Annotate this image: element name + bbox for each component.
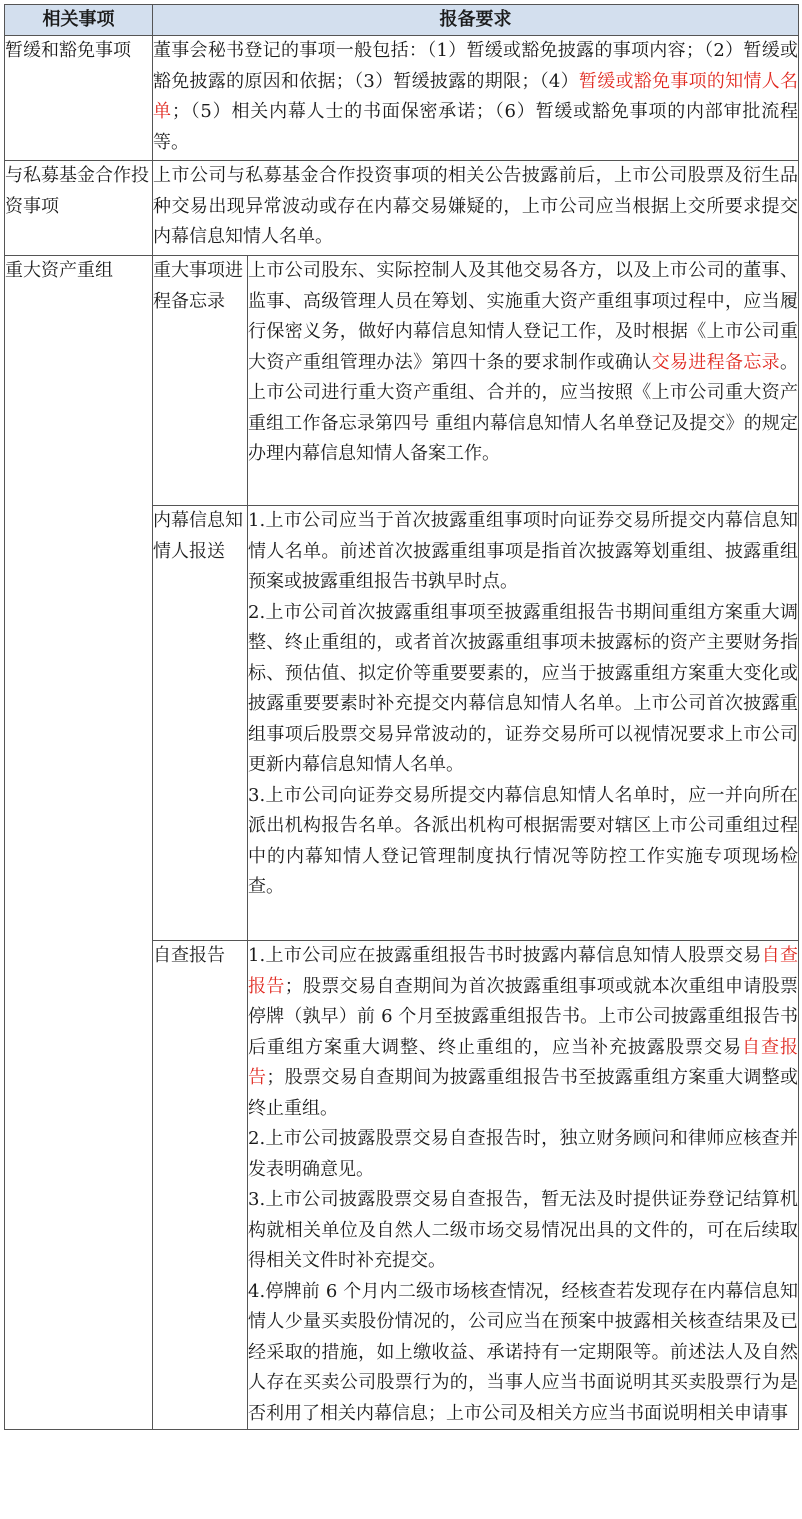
insider-para-3: 3.上市公司向证券交易所提交内幕信息知情人名单时，应一并向所在派出机构报告名单。各派出机构可根据需要对辖区上市公司重组过程中的内幕知情人登记管理制度执行情况等防控工作实施专项现场检查。 xyxy=(248,784,798,897)
private-fund-content: 上市公司与私募基金合作投资事项的相关公告披露前后，上市公司股票及衍生品种交易出现异常波动或存在内幕交易嫌疑的，上市公司应当根据上交所要求提交内幕信息知情人名单。 xyxy=(153,161,799,256)
selfcheck-p1-a: 1.上市公司应在披露重组报告书时披露内幕信息知情人股票交易 xyxy=(248,945,762,966)
insider-label: 内幕信息知情人报送 xyxy=(153,506,248,941)
selfcheck-p1-b: ；股票交易自查期间为首次披露重组事项或就本次重组申请股票停牌（孰早）前 6 个月至披露重组报告书。上市公司披露重组报告书后重组方案重大调整、终止重组的，应当补充披露股票交易 xyxy=(248,975,799,1058)
row-suspend-exempt xyxy=(5,36,799,161)
row-memo xyxy=(5,256,799,506)
private-fund-label: 与私募基金合作投资事项 xyxy=(5,161,153,256)
suspend-text-2: ；（5）相关内幕人士的书面保密承诺；（6）暂缓或豁免事项的内部审批流程等。 xyxy=(153,101,799,153)
suspend-text-1: 董事会秘书登记的事项一般包括：（1）暂缓或豁免披露的事项内容；（2）暂缓或豁免披露的原因和依据；（3）暂缓披露的期限；（4） xyxy=(153,40,798,92)
page-bottom-edge xyxy=(0,1512,802,1519)
insider-para-1: 1.上市公司应当于首次披露重组事项时向证券交易所提交内幕信息知情人名单。前述首次披露重组事项是指首次披露筹划重组、披露重组预案或披露重组报告书孰早时点。 xyxy=(248,510,798,592)
selfcheck-content xyxy=(248,941,799,1430)
selfcheck-label: 自查报告 xyxy=(153,941,248,1430)
selfcheck-para-1 xyxy=(248,941,798,1124)
insider-para-2: 2.上市公司首次披露重组事项至披露重组报告书期间重组方案重大调整、终止重组的，或者首次披露重组事项未披露标的资产主要财务指标、预估值、拟定价等重要要素的，应当于披露重组方案重大变化或披露重要要素时补充提交内幕信息知情人名单。上市公司首次披露重组事项后股票交易异常波动的，证券交易所可以视情况要求上市公司更新内幕信息知情人名单。 xyxy=(248,601,798,775)
selfcheck-red-2: 自查报告 xyxy=(248,1036,798,1088)
header-row xyxy=(5,5,799,36)
memo-red-text: 交易进程备忘录 xyxy=(651,351,781,373)
memo-content xyxy=(248,256,799,506)
suspend-exempt-content xyxy=(153,36,799,161)
selfcheck-para-2: 2.上市公司披露股票交易自查报告时，独立财务顾问和律师应核查并发表明确意见。 xyxy=(248,1128,798,1180)
header-requirement: 报备要求 xyxy=(153,5,799,36)
suspend-exempt-label: 暂缓和豁免事项 xyxy=(5,36,153,161)
memo-text-2: 。上市公司进行重大资产重组、合并的，应当按照《上市公司重大资产重组工作备忘录第四号 重组内幕信息知情人名单登记及提交》的规定办理内幕信息知情人备案工作。 xyxy=(248,351,799,464)
suspend-red-text: 暂缓或豁免事项的知情人名单 xyxy=(153,70,799,122)
selfcheck-para-4: 4.停牌前 6 个月内二级市场核查情况，经核查若发现存在内幕信息知情人少量买卖股份情况的，公司应当在预案中披露相关核查结果及已经采取的措施，如上缴收益、承诺持有一定期限等。前述法人及自然人存在买卖公司股票行为的，当事人应当书面说明其买卖股票行为是否利用了相关内幕信息；上市公司及相关方应当书面说明相关申请事 xyxy=(248,1280,798,1424)
memo-label: 重大事项进程备忘录 xyxy=(153,256,248,506)
disclosure-requirements-table xyxy=(4,4,799,1430)
header-matter: 相关事项 xyxy=(5,5,153,36)
restructure-label: 重大资产重组 xyxy=(5,256,153,1430)
selfcheck-p1-c: ；股票交易自查期间为披露重组报告书至披露重组方案重大调整或终止重组。 xyxy=(248,1067,799,1119)
row-private-fund xyxy=(5,161,799,256)
insider-content xyxy=(248,506,799,941)
selfcheck-para-3: 3.上市公司披露股票交易自查报告，暂无法及时提供证券登记结算机构就相关单位及自然人二级市场交易情况出具的文件的，可在后续取得相关文件时补充提交。 xyxy=(248,1189,798,1271)
memo-text-1: 上市公司股东、实际控制人及其他交易各方，以及上市公司的董事、监事、高级管理人员在筹划、实施重大资产重组事项过程中，应当履行保密义务，做好内幕信息知情人登记工作，及时根据《上市公司重大资产重组管理办法》第四十条的要求制作或确认 xyxy=(248,260,798,373)
selfcheck-red-1: 自查报告 xyxy=(248,945,799,997)
